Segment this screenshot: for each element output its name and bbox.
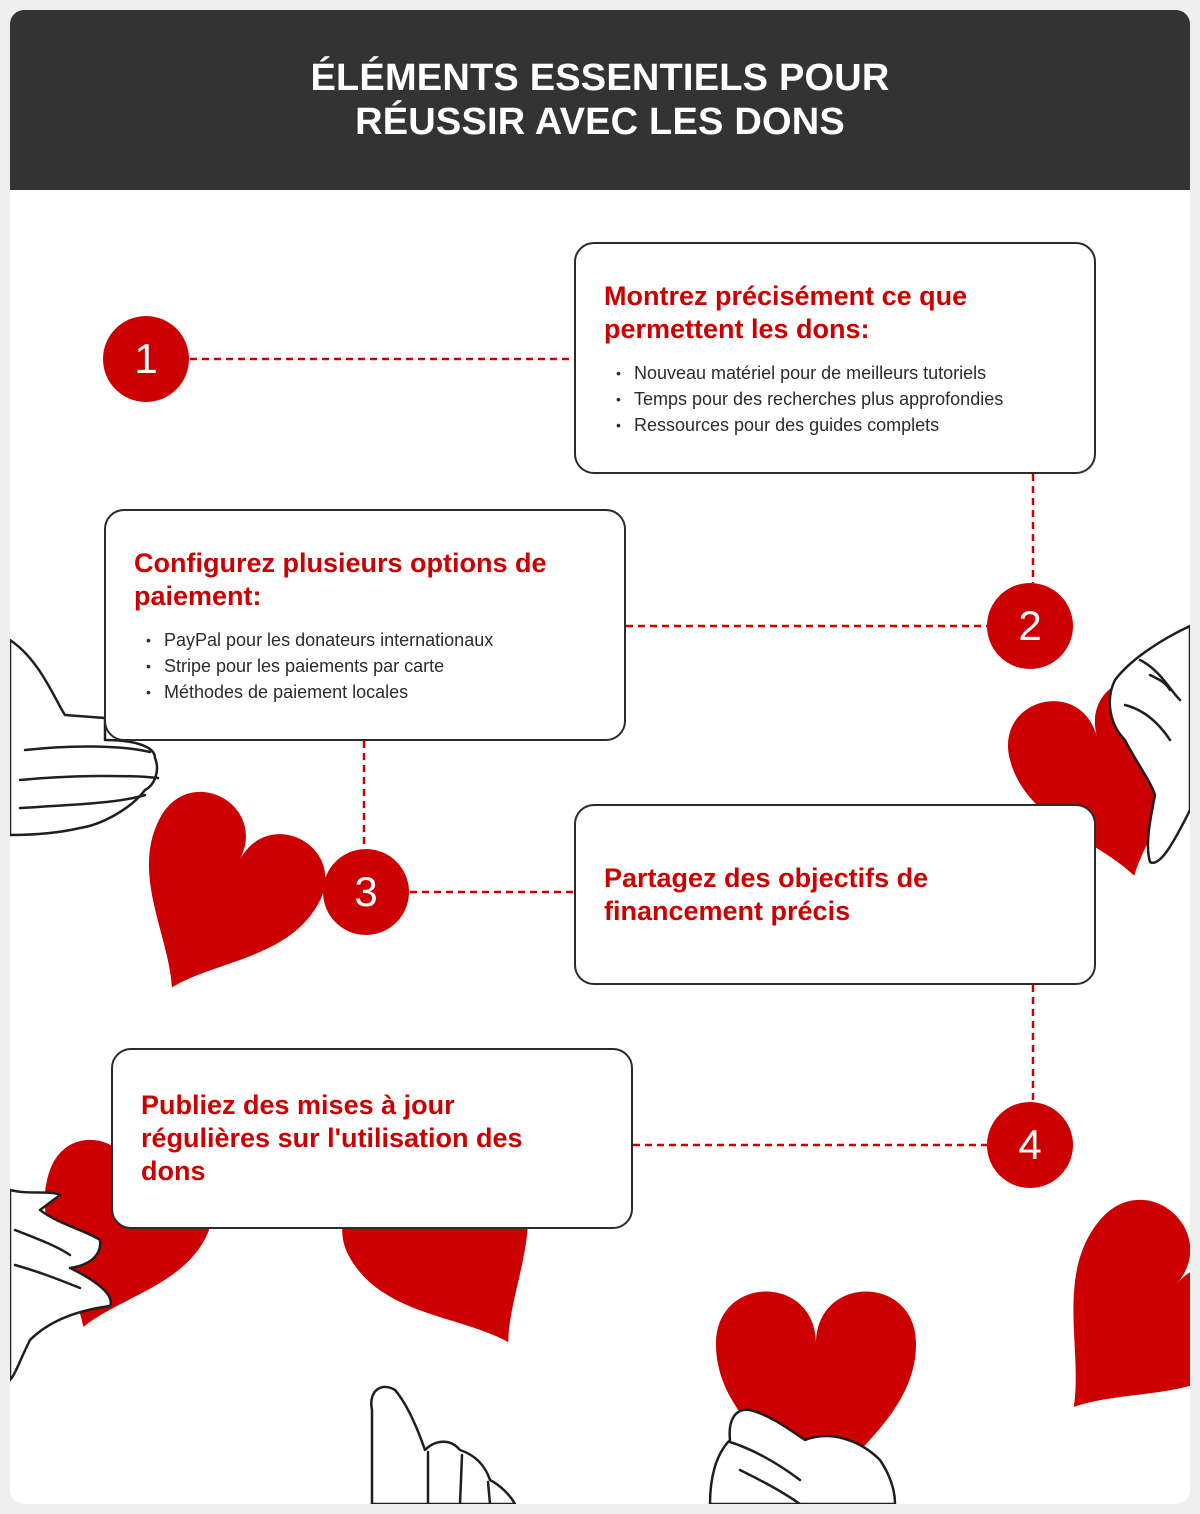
- background-illustration: [10, 10, 1190, 1504]
- step-card-4: [111, 1048, 633, 1229]
- step-number-badge: 1: [103, 316, 189, 402]
- list-item: • Temps pour des recherches plus approfondies: [634, 386, 1066, 412]
- step-number-badge: 2: [987, 583, 1073, 669]
- step-title: Publiez des mises à jour régulières sur l'utilisation des dons: [141, 1090, 523, 1186]
- step-title: Montrez précisément ce que permettent les dons:: [604, 281, 968, 344]
- step-list: [604, 360, 1066, 438]
- list-item: • Nouveau matériel pour de meilleurs tutoriels: [634, 360, 1066, 386]
- heart-icon: [92, 776, 341, 1029]
- step-list: [134, 627, 596, 705]
- step-number-badge: 4: [987, 1102, 1073, 1188]
- step-card-3: [574, 804, 1096, 985]
- infographic: [10, 10, 1190, 1504]
- list-item: • Méthodes de paiement locales: [164, 679, 596, 705]
- step-title: Partagez des objectifs de financement précis: [604, 862, 929, 926]
- step-card-2: [104, 509, 626, 741]
- list-item: • Ressources pour des guides complets: [634, 412, 1066, 438]
- step-card-1: [574, 242, 1096, 474]
- hand-icon: [371, 1387, 515, 1504]
- page-title: ÉLÉMENTS ESSENTIELS POUR RÉUSSIR AVEC LES DONS: [310, 57, 890, 143]
- list-item: • PayPal pour les donateurs internationaux: [164, 627, 596, 653]
- connector-lines: [190, 359, 1033, 1145]
- step-title: Configurez plusieurs options de paiement:: [134, 548, 547, 611]
- heart-icon: [997, 1180, 1190, 1471]
- list-item: • Stripe pour les paiements par carte: [164, 653, 596, 679]
- step-number-badge: 3: [323, 849, 409, 935]
